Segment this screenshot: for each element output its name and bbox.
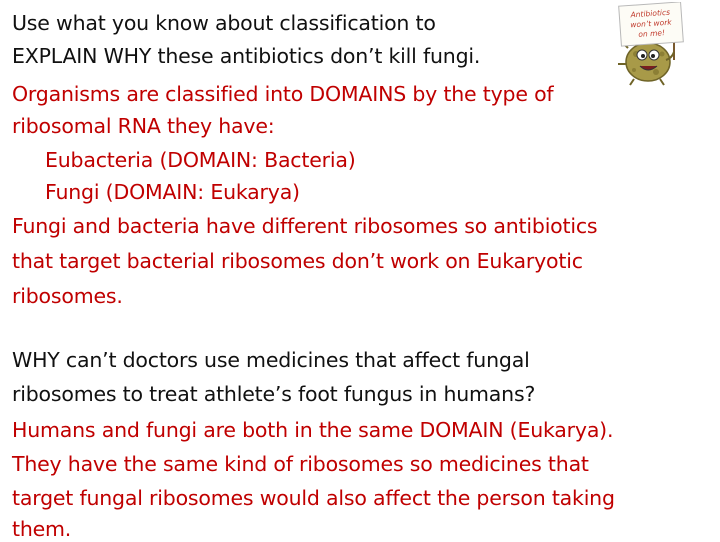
answer-1-line-4: Fungi (DOMAIN: Eukarya) — [45, 180, 300, 204]
answer-2-line-4: them. — [12, 517, 72, 541]
question-2-line-1: WHY can’t doctors use medicines that affect fungal — [12, 348, 530, 372]
mascot-sign-line-3: on me! — [638, 28, 666, 39]
answer-1-line-5: Fungi and bacteria have different ribosomes so antibiotics — [12, 214, 598, 238]
question-2-line-2: ribosomes to treat athlete’s foot fungus in humans? — [12, 382, 536, 406]
answer-1-line-2: ribosomal RNA they have: — [12, 114, 275, 138]
answer-2-line-3: target fungal ribosomes would also affect the person taking — [12, 486, 615, 510]
answer-1-line-3: Eubacteria (DOMAIN: Bacteria) — [45, 148, 356, 172]
germ-mascot-icon — [604, 2, 688, 86]
mascot-sign-line-2: won’t work — [630, 17, 672, 30]
answer-1-line-7: ribosomes. — [12, 284, 123, 308]
question-1-line-1: Use what you know about classification to — [12, 11, 436, 35]
answer-2-line-1: Humans and fungi are both in the same DOMAIN (Eukarya). — [12, 418, 614, 442]
answer-2-line-2: They have the same kind of ribosomes so medicines that — [12, 452, 589, 476]
answer-1-line-6: that target bacterial ribosomes don’t work on Eukaryotic — [12, 249, 583, 273]
question-1-line-2: EXPLAIN WHY these antibiotics don’t kill fungi. — [12, 44, 481, 68]
mascot-sign-line-1: Antibiotics — [630, 7, 671, 20]
answer-1-line-1: Organisms are classified into DOMAINS by the type of — [12, 82, 554, 106]
